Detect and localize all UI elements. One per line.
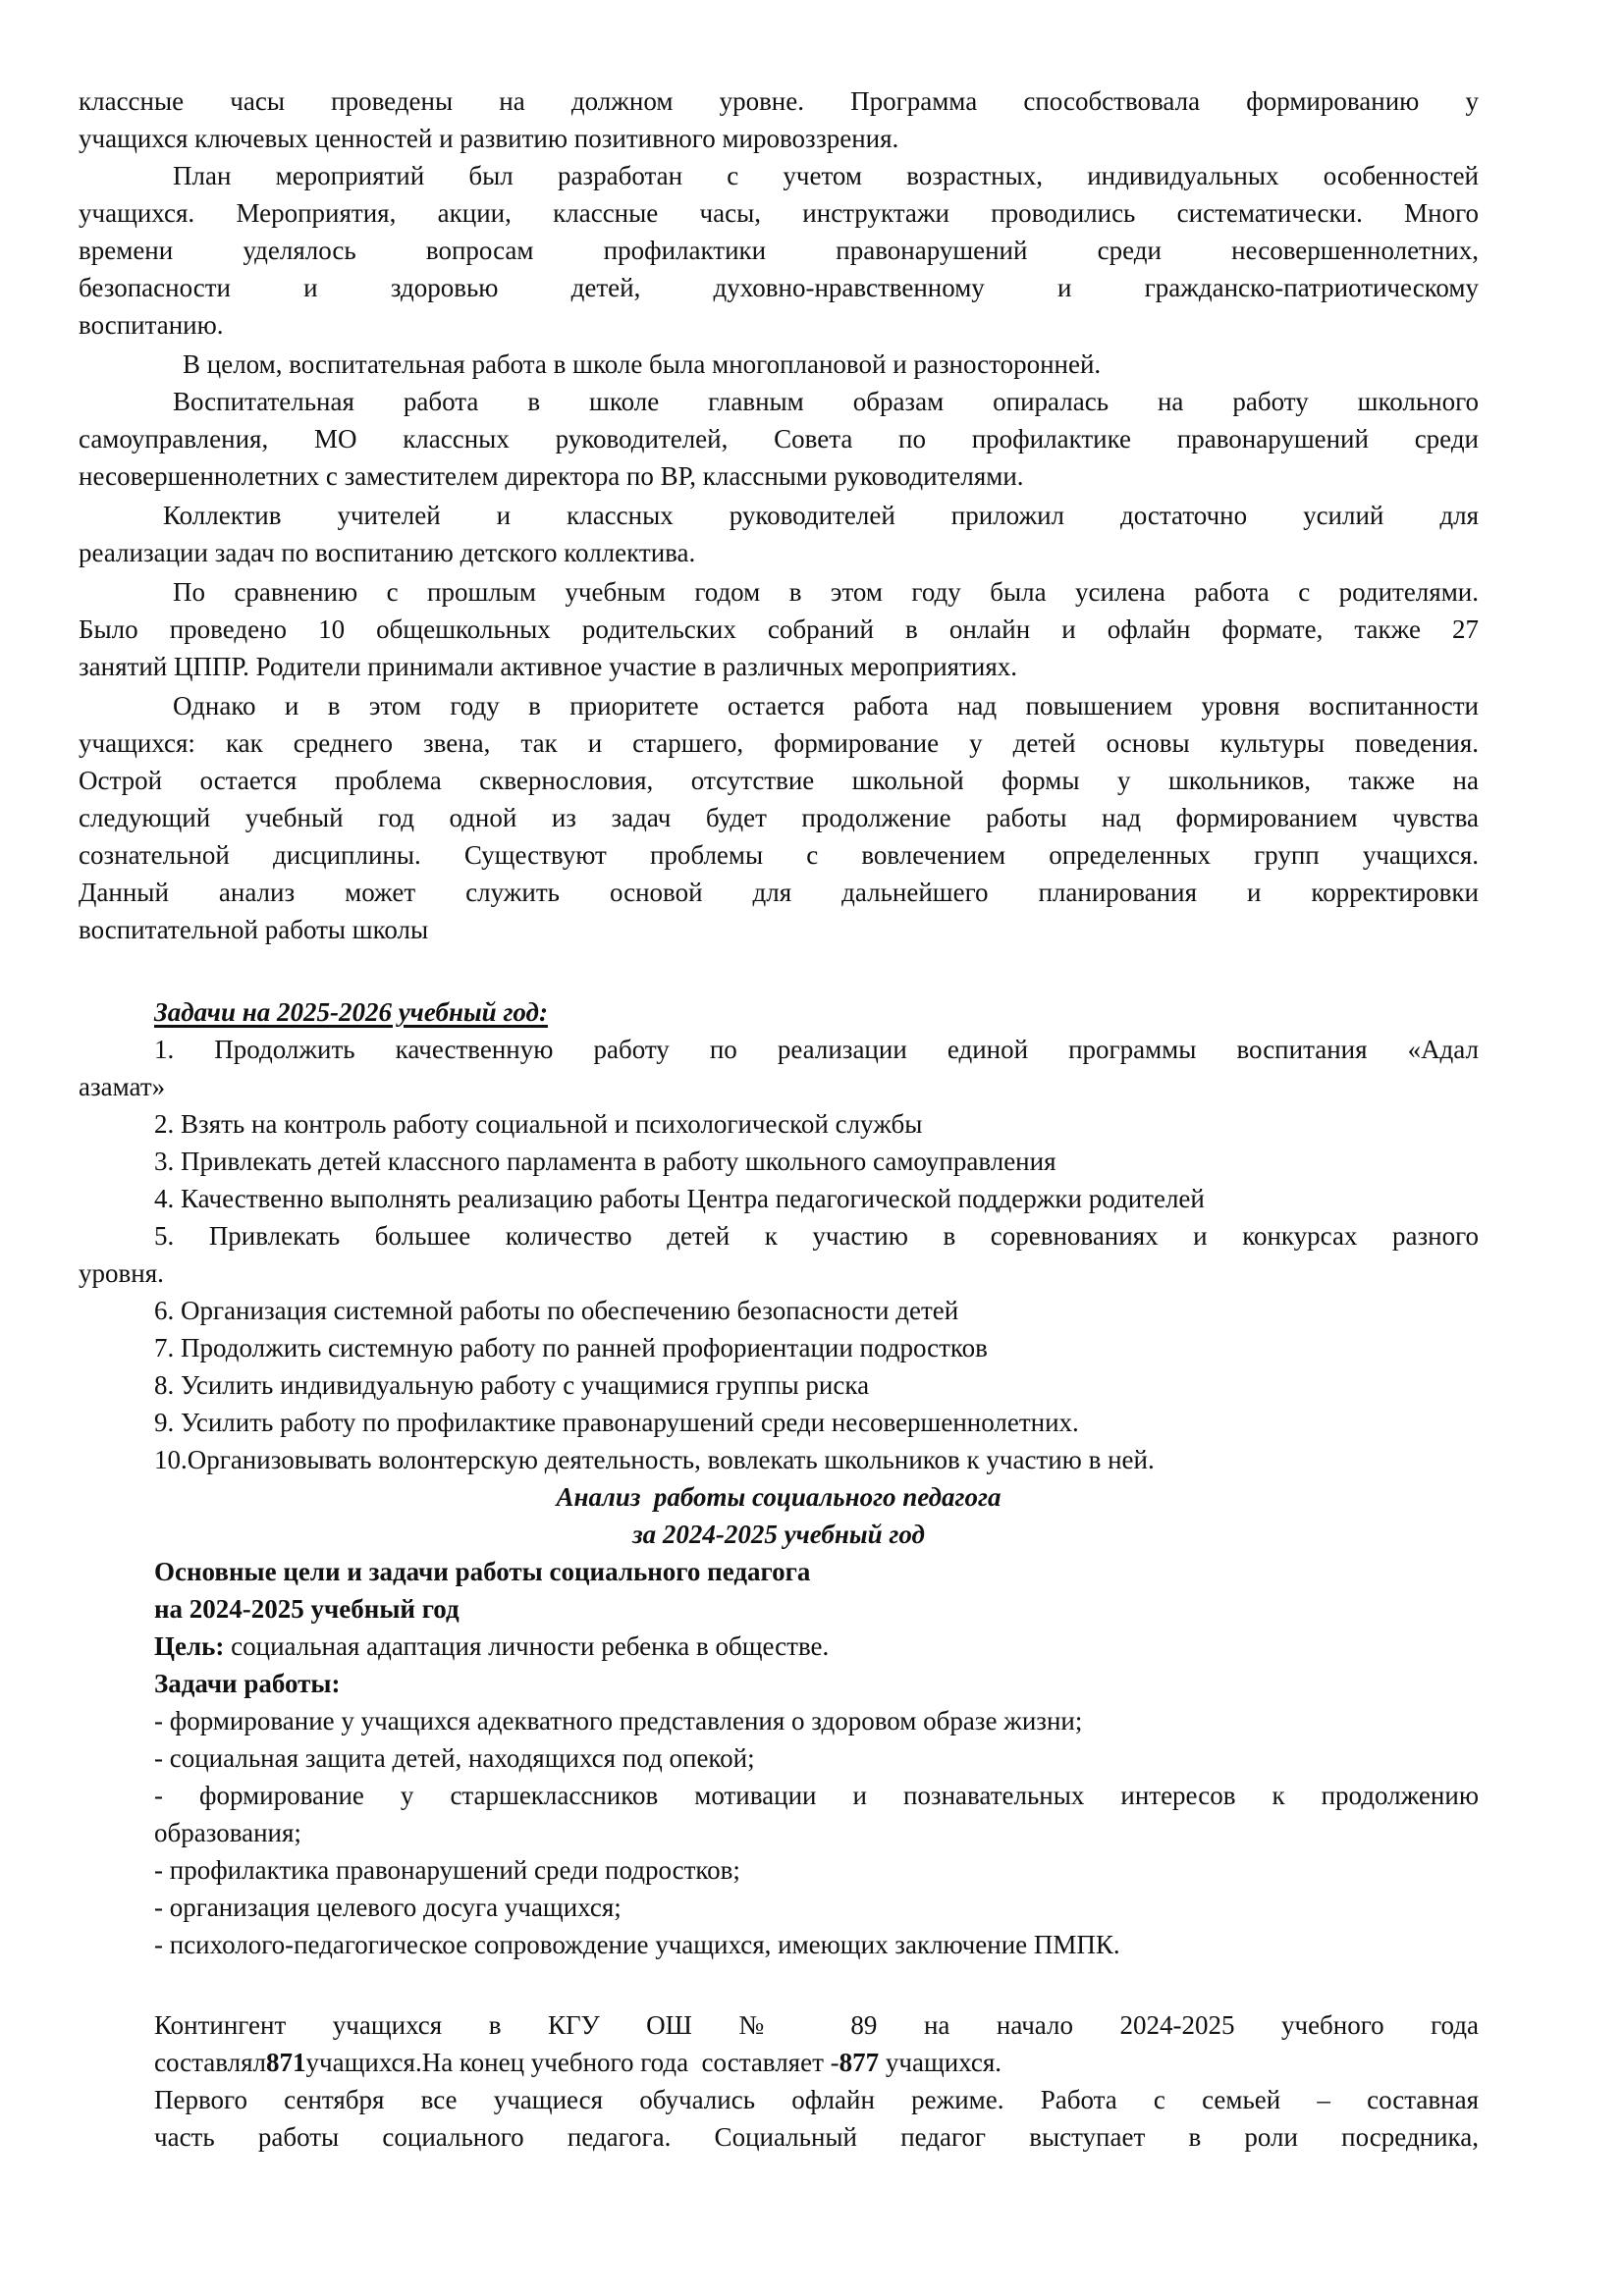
sp-task-item: - формирование у старшеклассников мотивации и познавательных интересов к продолжению <box>154 1781 1479 1810</box>
paragraph-line: Острой остается проблема сквернословия, отсутствие школьной формы у школьников, также на <box>79 766 1479 795</box>
section-subtitle: за 2024-2025 учебный год <box>632 1520 925 1549</box>
paragraph-line: следующий учебный год одной из задач будет продолжение работы над формированием чувства <box>79 803 1479 832</box>
paragraph-line: План мероприятий был разработан с учетом возрастных, индивидуальных особенностей <box>173 161 1479 190</box>
section-title: Анализ работы социального педагога <box>556 1482 1001 1512</box>
paragraph-line: сознательной дисциплины. Существуют проблемы с вовлечением определенных групп учащихся. <box>79 840 1479 870</box>
paragraph-line: В целом, воспитательная работа в школе была многоплановой и разносторонней. <box>183 349 1102 379</box>
paragraph-line: учащихся ключевых ценностей и развитию позитивного мировоззрения. <box>79 124 899 153</box>
paragraph-line: самоуправления, МО классных руководителей, Совета по профилактике правонарушений среди <box>79 424 1479 454</box>
task-item-continuation: азамат» <box>79 1072 166 1101</box>
task-item: 7. Продолжить системную работу по ранней профориентации подростков <box>154 1333 988 1362</box>
contingent-line: Контингент учащихся в КГУ ОШ № 89 на начало 2024-2025 учебного года <box>154 2010 1479 2040</box>
sp-task-item: - психолого-педагогическое сопровождение учащихся, имеющих заключение ПМПК. <box>154 1930 1120 1959</box>
task-item: 10.Организовывать волонтерскую деятельность, вовлекать школьников к участию в ней. <box>154 1445 1155 1474</box>
contingent-prefix: составлял <box>154 2048 267 2077</box>
contingent-line: часть работы социального педагога. Социальный педагог выступает в роли посредника, <box>154 2122 1479 2152</box>
paragraph-line: Коллектив учителей и классных руководителей приложил достаточно усилий для <box>163 501 1479 530</box>
goals-heading-year: на 2024-2025 учебный год <box>154 1594 460 1624</box>
sp-task-item-continuation: образования; <box>154 1818 301 1847</box>
sp-task-item: - организация целевого досуга учащихся; <box>154 1893 622 1922</box>
paragraph-line: учащихся: как среднего звена, так и старшего, формирование у детей основы культуры поведения. <box>79 728 1479 758</box>
paragraph-line: времени уделялось вопросам профилактики правонарушений среди несовершеннолетних, <box>79 236 1479 265</box>
contingent-line: Первого сентября все учащиеся обучались офлайн режиме. Работа с семьей – составная <box>154 2085 1479 2114</box>
paragraph-line: учащихся. Мероприятия, акции, классные часы, инструктажи проводились систематически. Много <box>79 198 1479 228</box>
task-item: 8. Усилить индивидуальную работу с учащимися группы риска <box>154 1370 870 1400</box>
paragraph-line: воспитательной работы школы <box>79 915 429 944</box>
sp-task-item: - профилактика правонарушений среди подростков; <box>154 1855 740 1885</box>
contingent-counts-line <box>154 2044 1479 2081</box>
task-item: 4. Качественно выполнять реализацию работы Центра педагогической поддержки родителей <box>154 1184 1205 1213</box>
paragraph-line: Данный анализ может служить основой для дальнейшего планирования и корректировки <box>79 878 1479 907</box>
paragraph-line: классные часы проведены на должном уровне. Программа способствовала формированию у <box>79 86 1479 116</box>
paragraph-line: занятий ЦППР. Родители принимали активное участие в различных мероприятиях. <box>79 652 1017 681</box>
end-count: 877 <box>839 2048 880 2077</box>
paragraph-line: безопасности и здоровью детей, духовно-нравственному и гражданско-патриотическому <box>79 273 1479 302</box>
paragraph-line: реализации задач по воспитанию детского коллектива. <box>79 538 696 567</box>
task-item-continuation: уровня. <box>79 1258 164 1288</box>
paragraph-line: несовершеннолетних с заместителем директора по ВР, классными руководителями. <box>79 461 1024 491</box>
goals-heading: Основные цели и задачи работы социального педагога <box>154 1557 811 1586</box>
task-item: 2. Взять на контроль работу социальной и психологической службы <box>154 1109 923 1139</box>
goal-line <box>154 1628 1479 1665</box>
task-item: 9. Усилить работу по профилактике правонарушений среди несовершеннолетних. <box>154 1408 1079 1437</box>
sp-task-item: - социальная защита детей, находящихся под опекой; <box>154 1743 755 1773</box>
sp-task-item: - формирование у учащихся адекватного представления о здоровом образе жизни; <box>154 1706 1083 1735</box>
task-item: 5. Привлекать большее количество детей к участию в соревнованиях и конкурсах разного <box>154 1221 1479 1251</box>
paragraph-line: Воспитательная работа в школе главным образам опиралась на работу школьного <box>173 387 1479 416</box>
task-item: 6. Организация системной работы по обеспечению безопасности детей <box>154 1296 959 1325</box>
goal-label: Цель: <box>154 1631 225 1661</box>
contingent-suffix: учащихся. <box>879 2048 1002 2077</box>
start-count: 871 <box>266 2048 306 2077</box>
paragraph-line: Однако и в этом году в приоритете остается работа над повышением уровня воспитанности <box>173 691 1479 721</box>
tasks-label: Задачи работы: <box>154 1669 341 1698</box>
task-item: 1. Продолжить качественную работу по реализации единой программы воспитания «Адал <box>154 1035 1479 1064</box>
paragraph-line: По сравнению с прошлым учебным годом в этом году была усилена работа с родителями. <box>173 577 1479 607</box>
task-item: 3. Привлекать детей классного парламента в работу школьного самоуправления <box>154 1147 1056 1176</box>
paragraph-line: воспитанию. <box>79 310 224 340</box>
tasks-heading: Задачи на 2025-2026 учебный год: <box>154 997 548 1027</box>
paragraph-line: Было проведено 10 общешкольных родительских собраний в онлайн и офлайн формате, также 27 <box>79 614 1479 644</box>
goal-text: социальная адаптация личности ребенка в обществе. <box>224 1631 830 1661</box>
contingent-middle: учащихся.На конец учебного года составляет - <box>305 2048 839 2077</box>
